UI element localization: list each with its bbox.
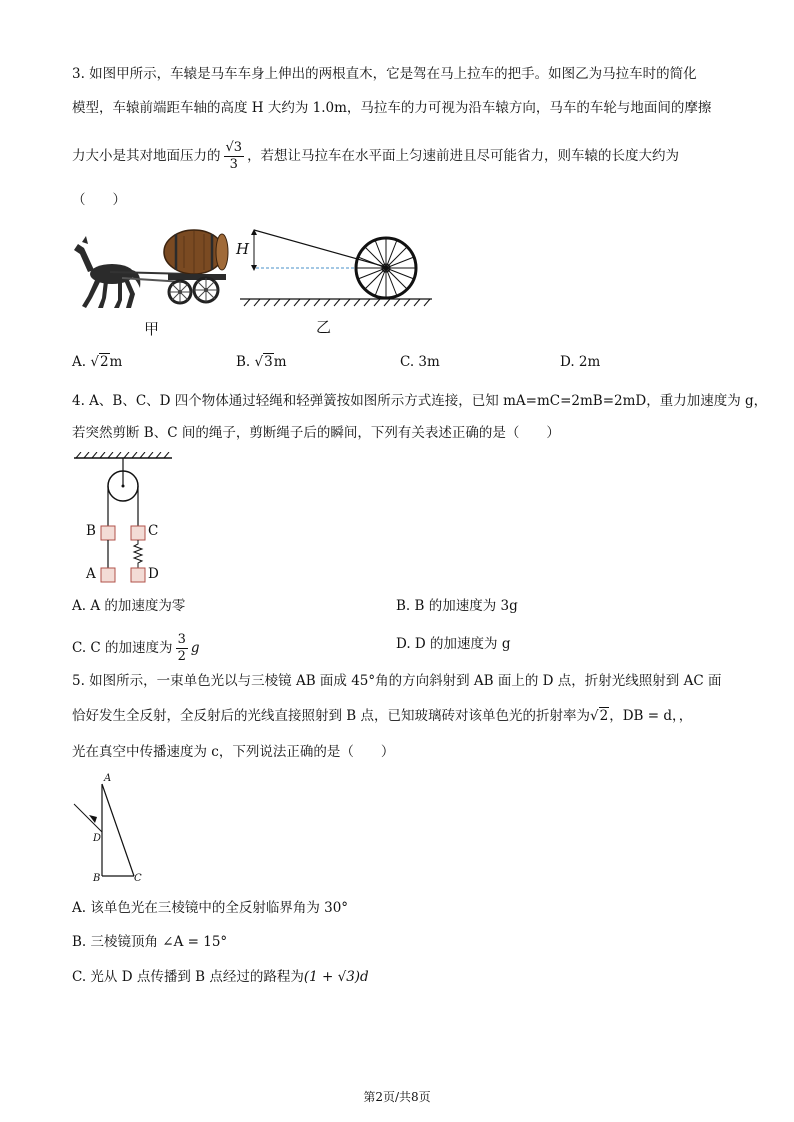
q3-line-3 [72,140,679,173]
q3-option-c[interactable]: C. 3m [400,354,440,370]
page-footer: 第2页/共8页 [363,1090,431,1104]
q4-option-d[interactable]: D. D 的加速度为 g [396,636,511,652]
q4-option-c[interactable] [72,632,200,665]
q5-sqrt: √2 [590,708,609,724]
q4-line-2: 若突然剪断 B、C 间的绳子，剪断绳子后的瞬间，下列有关表述正确的是（ ） [72,425,560,441]
q3-option-a-unit: m [109,354,123,370]
figure-label-yi: 乙 [316,318,332,336]
block-label-c: C [148,523,159,539]
prism-label-c: C [134,873,142,884]
q3-line-3-post: ，若想让马拉车在水平面上匀速前进且尽可能省力，则车辕的长度大约为 [247,148,680,164]
q3-option-a[interactable] [72,352,122,372]
q3-option-b[interactable] [236,352,287,372]
q3-fraction-den: 3 [229,157,238,172]
q5-line-3: 光在真空中传播速度为 c，下列说法正确的是（ ） [72,744,395,760]
q3-line-3-pre: 力大小是其对地面压力的 [72,148,221,164]
q3-option-d[interactable]: D. 2m [560,354,601,370]
label-H: H [236,240,250,258]
q4-option-a[interactable]: A. A 的加速度为零 [72,598,186,614]
q3-answer-paren: （ ） [72,192,126,208]
q3-option-a-label: A. [72,354,87,370]
q3-fraction-num: √3 [225,140,243,155]
q5-line-2 [72,706,692,726]
figure-label-jia: 甲 [144,320,160,338]
prism-label-d: D [93,833,102,844]
horse-cart-figure [72,222,232,314]
q5-option-a[interactable]: A. 该单色光在三棱镜中的全反射临界角为 30° [72,900,349,916]
q3-option-b-radicand: 3 [264,354,273,370]
q4-line-1: 4. A、B、C、D 四个物体通过轻绳和轻弹簧按如图所示方式连接，已知 mA=mC=2mB=2mD，重力加速度为 g， [72,393,768,409]
q4-option-c-fraction [176,632,188,665]
prism-label-a: A [104,773,112,784]
q3-option-a-sqrt: √2 [90,354,109,370]
q5-option-c-pre: C. 光从 D 点传播到 B 点经过的路程为 [72,969,304,985]
q5-option-b[interactable]: B. 三棱镜顶角 ∠A = 15° [72,934,228,950]
q5-option-c-expr: (1 + √3)d [303,969,369,985]
q3-option-b-unit: m [273,354,287,370]
q5-line-2-pre: 恰好发生全反射，全反射后的光线直接照射到 B 点，已知玻璃砖对该单色光的折射率为 [72,708,591,724]
q3-line-1: 3. 如图甲所示，车辕是马车车身上伸出的两根直木，它是驾在马上拉车的把手。如图乙为马拉车时的简化 [72,66,697,82]
prism-figure [72,780,162,884]
q3-option-b-label: B. [236,354,251,370]
q3-line-2: 模型，车辕前端距车轴的高度 H 大约为 1.0m，马拉车的力可视为沿车辕方向，马车的车轮与地面间的摩擦 [72,100,712,116]
q5-sqrt-radicand: 2 [599,708,609,724]
prism-label-b: B [93,873,101,884]
block-label-b: B [86,523,96,539]
block-label-a: A [86,566,96,582]
block-label-d: D [148,566,159,582]
q3-option-b-sqrt: √3 [254,354,273,370]
q4-option-c-num: 3 [177,632,186,647]
q3-fraction [224,140,245,173]
q5-line-2-post: ，DB = d，， [609,708,693,724]
q4-option-c-den: 2 [177,649,186,664]
q5-option-c[interactable] [72,967,369,987]
q3-option-a-radicand: 2 [99,354,109,370]
q5-line-1: 5. 如图所示，一束单色光以与三棱镜 AB 面成 45°角的方向斜射到 AB 面上的 D 点，折射光线照射到 AC 面 [72,673,722,689]
q4-option-c-g: g [190,640,200,656]
q4-option-b[interactable]: B. B 的加速度为 3g [396,598,518,614]
q4-option-c-pre: C. C 的加速度为 [72,640,173,656]
wheel-model-figure [236,222,436,312]
